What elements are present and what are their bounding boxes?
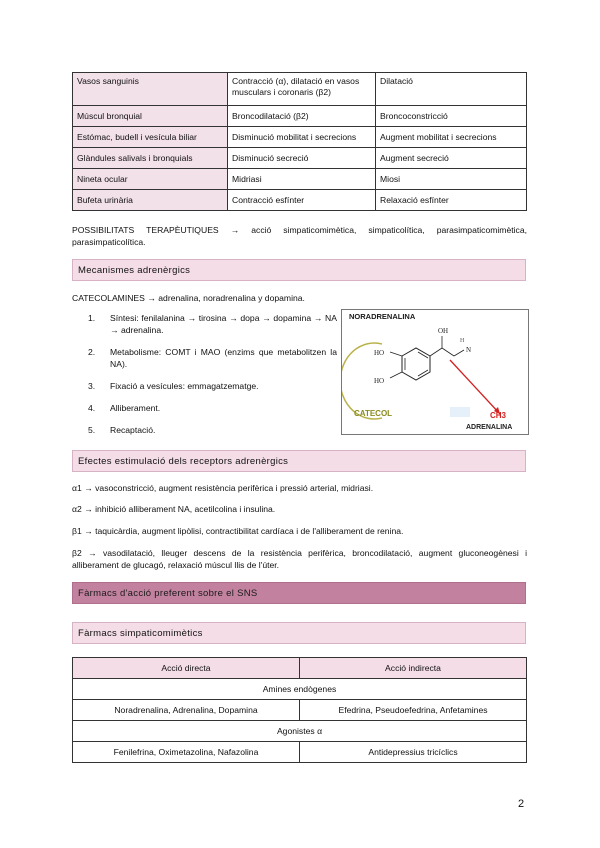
effect-beta1: β1 → taquicàrdia, augment lipòlisi, contractibilitat cardíaca i de l'alliberament de renina. xyxy=(72,526,404,536)
effect-beta2: β2 → vasodilatació, lleuger descens de la resistència perifèrica, broncodilatació, augment gluconeogènesi i alliberament de glucagó, relaxació múscul llis de l'úter. xyxy=(72,548,527,570)
catecol-label: CATECOL xyxy=(354,409,393,418)
effect-alpha2: α2 → inhibició alliberament NA, acetilcolina i insulina. xyxy=(72,504,276,514)
section-heading-simpaticomimetics xyxy=(72,622,526,644)
table-row xyxy=(73,169,527,190)
table-row xyxy=(73,700,527,721)
sympathomimetics-table xyxy=(72,657,527,763)
table-row xyxy=(73,742,527,763)
parasympathetic-effect-cell: Miosi xyxy=(376,169,527,190)
step-number: 4. xyxy=(88,403,96,413)
list-item xyxy=(82,380,337,392)
table-cell: Antidepressius tricíclics xyxy=(300,742,527,763)
catecolamines-text: CATECOLAMINES → adrenalina, noradrenalina y dopamina. xyxy=(72,293,305,303)
header-cell-direct: Acció directa xyxy=(73,658,300,679)
ho-label-bottom: HO xyxy=(374,377,385,385)
table-row xyxy=(73,73,527,106)
ch3-label: CH3 xyxy=(490,411,507,420)
table-header-row xyxy=(73,658,527,679)
step-text: Alliberament. xyxy=(110,403,161,413)
organ-cell: Nineta ocular xyxy=(73,169,228,190)
parasympathetic-effect-cell: Broncoconstricció xyxy=(376,106,527,127)
table-cell: Efedrina, Pseudoefedrina, Anfetamines xyxy=(300,700,527,721)
organ-cell: Estómac, budell i vesícula biliar xyxy=(73,127,228,148)
organ-cell: Vasos sanguinis xyxy=(73,73,228,106)
list-item xyxy=(82,424,337,436)
table-row xyxy=(73,148,527,169)
table-row xyxy=(73,127,527,148)
section-heading-label: Mecanismes adrenèrgics xyxy=(78,264,191,276)
oh-label: OH xyxy=(438,327,449,335)
parasympathetic-effect-cell: Dilatació xyxy=(376,73,527,106)
step-number: 5. xyxy=(88,425,96,435)
adrenergic-steps-list xyxy=(82,312,337,446)
sympathetic-effect-cell: Disminució secreció xyxy=(228,148,376,169)
autonomic-effects-table xyxy=(72,72,527,211)
noradrenaline-structure-figure xyxy=(341,309,529,435)
step-text: Síntesi: fenilalanina → tirosina → dopa → dopamina → NA → adrenalina. xyxy=(110,313,337,335)
section-heading-mecanismes xyxy=(72,259,526,281)
table-row xyxy=(73,679,527,700)
group-cell: Agonistes α xyxy=(73,721,527,742)
sympathetic-effect-cell: Contracció (α), dilatació en vasos musculars i coronaris (β2) xyxy=(228,73,376,106)
sympathetic-effect-cell: Broncodilatació (β2) xyxy=(228,106,376,127)
adrenalina-label: ADRENALINA xyxy=(466,424,513,431)
header-cell-indirect: Acció indirecta xyxy=(300,658,527,679)
parasympathetic-effect-cell: Relaxació esfínter xyxy=(376,190,527,211)
list-item xyxy=(82,402,337,414)
methylation-arrow xyxy=(450,360,500,414)
group-cell: Amines endògenes xyxy=(73,679,527,700)
molecule-diagram xyxy=(342,310,528,434)
sympathetic-effect-cell: Midriasi xyxy=(228,169,376,190)
section-heading-efectes xyxy=(72,450,526,472)
list-item xyxy=(82,312,337,336)
organ-cell: Glàndules salivals i bronquials xyxy=(73,148,228,169)
figure-title: NORADRENALINA xyxy=(349,312,416,321)
sympathetic-effect-cell: Contracció esfínter xyxy=(228,190,376,211)
section-heading-label: Efectes estimulació dels receptors adrenèrgics xyxy=(78,455,289,467)
table-row xyxy=(73,721,527,742)
therapeutic-possibilities-text: POSSIBILITATS TERAPÈUTIQUES → acció simpaticomimètica, simpaticolítica, parasimpaticomimètica, parasimpaticolítica. xyxy=(72,225,527,247)
section-heading-farmacs-sns xyxy=(72,582,526,604)
table-row xyxy=(73,106,527,127)
step-text: Fixació a vesícules: emmagatzematge. xyxy=(110,381,259,391)
section-heading-label: Fàrmacs simpaticomimètics xyxy=(78,627,203,639)
small-note-mark xyxy=(450,407,470,417)
parasympathetic-effect-cell: Augment mobilitat i secrecions xyxy=(376,127,527,148)
step-number: 2. xyxy=(88,347,96,357)
organ-cell: Múscul bronquial xyxy=(73,106,228,127)
step-number: 1. xyxy=(88,313,96,323)
section-heading-label: Fàrmacs d'acció preferent sobre el SNS xyxy=(78,587,258,599)
sympathetic-effect-cell: Disminució mobilitat i secrecions xyxy=(228,127,376,148)
list-item xyxy=(82,346,337,370)
benzene-ring xyxy=(402,348,430,380)
hydrogen-label: H xyxy=(460,338,465,344)
step-text: Recaptació. xyxy=(110,425,156,435)
table-cell: Noradrenalina, Adrenalina, Dopamina xyxy=(73,700,300,721)
table-cell: Fenilefrina, Oximetazolina, Nafazolina xyxy=(73,742,300,763)
ho-label-top: HO xyxy=(374,349,385,357)
table-row xyxy=(73,190,527,211)
step-text: Metabolisme: COMT i MAO (enzims que metabolitzen la NA). xyxy=(110,347,337,369)
nitrogen-label: N xyxy=(466,346,472,354)
effect-alpha1: α1 → vasoconstricció, augment resistència perifèrica i pressió arterial, midriasi. xyxy=(72,483,374,493)
parasympathetic-effect-cell: Augment secreció xyxy=(376,148,527,169)
page-number: 2 xyxy=(518,798,525,810)
organ-cell: Bufeta urinària xyxy=(73,190,228,211)
step-number: 3. xyxy=(88,381,96,391)
